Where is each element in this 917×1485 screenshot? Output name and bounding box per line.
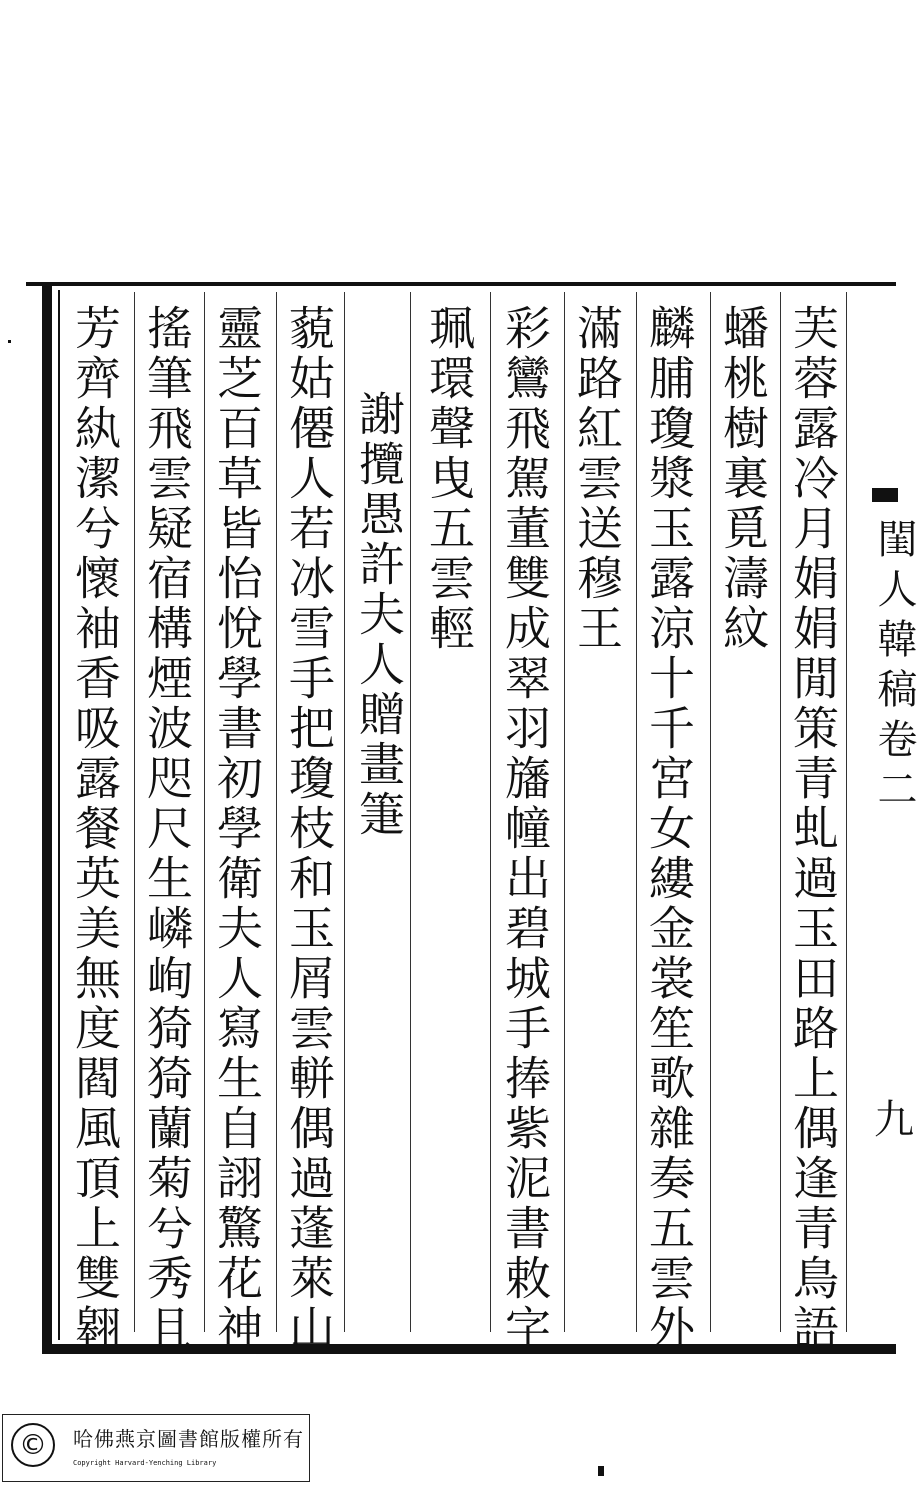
text-column-10: 搖筆飛雲疑宿構煙波咫尺生嶙峋猗猗蘭菊兮秀且 (140, 304, 194, 1354)
column-rule (134, 292, 135, 1332)
text-column-2: 蟠桃樹裏覓濤紋 (716, 304, 770, 654)
margin-page-number: 九 (874, 1097, 914, 1143)
ink-speck (8, 340, 11, 343)
text-column-4: 滿路紅雲送穆王 (570, 304, 624, 654)
text-column-11: 芳齊紈潔兮懷袖香吸露餐英美無度閻風頂上雙翱 (68, 304, 122, 1354)
copyright-stamp (2, 1414, 310, 1482)
text-column-3: 麟脯瓊漿玉露涼十千宮女縷金裳笙歌雜奏五雲外 (642, 304, 696, 1354)
page-frame (26, 282, 917, 1354)
text-column-6: 珮環聲曳五雲輕 (422, 304, 476, 654)
fore-edge-margin (871, 488, 917, 1348)
fish-tail-mark (872, 488, 898, 502)
copyright-chinese-text: 哈佛燕京圖書館版權所有 (73, 1427, 304, 1451)
text-column-1: 芙蓉露冷月娟娟閒策青虬過玉田路上偶逢青鳥語 (786, 304, 840, 1354)
frame-left-inner-border (58, 290, 60, 1340)
column-rule (276, 292, 277, 1332)
copyright-icon: © (11, 1423, 55, 1467)
frame-left-border (42, 282, 52, 1354)
column-rule (344, 292, 345, 1332)
poem-title-column: 謝攬愚許夫人贈畫箑 (352, 390, 406, 840)
column-rule (410, 292, 411, 1332)
text-column-8: 藐姑僊人若冰雪手把瓊枝和玉屑雲軿偶過蓬萊山 (282, 304, 336, 1354)
ink-speck (598, 1466, 604, 1476)
column-rule (780, 292, 781, 1332)
column-rule (846, 292, 847, 1332)
margin-book-title: 閨人韓稿卷二 (871, 518, 917, 818)
column-rule (204, 292, 205, 1332)
column-rule (710, 292, 711, 1332)
text-column-5: 彩鸞飛駕董雙成翠羽旛幢出碧城手捧紫泥書敕字 (498, 304, 552, 1354)
column-rule (636, 292, 637, 1332)
text-column-9: 靈芝百草皆怡悅學書初學衛夫人寫生自詡驚花神 (210, 304, 264, 1354)
copyright-english-text: Copyright Harvard-Yenching Library (73, 1459, 217, 1467)
column-rule (564, 292, 565, 1332)
frame-top-border (26, 282, 896, 286)
column-rule (490, 292, 491, 1332)
